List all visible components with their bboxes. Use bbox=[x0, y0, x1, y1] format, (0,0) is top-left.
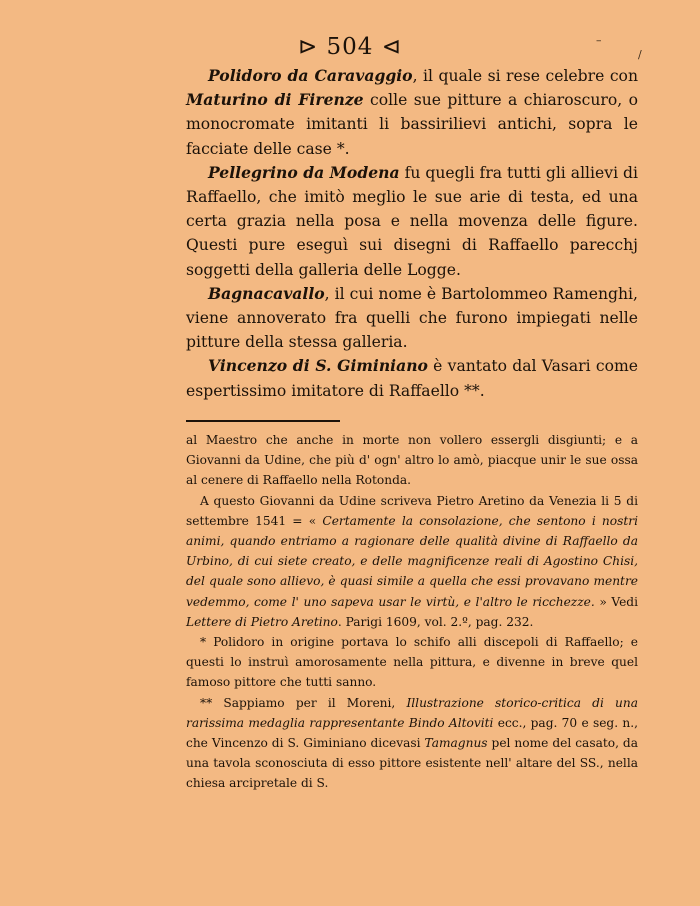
quotation: Certamente la consolazione, che sentono i nostri animi, quando entriamo a ragionare delle qualità divine di Raffaello da Urbino, di cui siete creato, e delle magnificenze reali di Agostino Chisi, del quale sono allievo, è quasi simile a quella che essi provavano mentre vedemmo, come l' uno sapeva usar le virtù, e l'altro le ricchezze. bbox=[186, 513, 638, 609]
paragraph-bagnacavallo bbox=[186, 282, 638, 355]
paragraph-text: è vantato dal Vasari come espertissimo imitatore di Raffaello **. bbox=[186, 357, 638, 400]
artist-name: Pellegrino da Modena bbox=[208, 162, 400, 182]
main-text bbox=[186, 64, 638, 403]
artist-name: Maturino di Firenze bbox=[186, 90, 364, 110]
footnote-vincenzo bbox=[186, 693, 638, 794]
paragraph-text: , il quale si rese celebre con bbox=[412, 67, 638, 85]
footnote-text: A questo Giovanni da Udine scriveva Pietro Aretino da Venezia li 5 di settembre 1541 = « bbox=[186, 493, 638, 528]
book-title: Lettere di Pietro Aretino bbox=[186, 614, 338, 629]
artist-name: Polidoro da Caravaggio bbox=[208, 66, 413, 85]
page-number: ⊳ 504 ⊲ bbox=[297, 34, 403, 60]
paragraph-vincenzo bbox=[186, 354, 638, 402]
footnote-text: pel nome del casato, da una tavola sconosciuta di esso pittore esistente nell' altare del SS., nella chiesa arcipretale di S. bbox=[186, 736, 638, 791]
footnotes bbox=[186, 430, 638, 794]
paragraph-text: , il cui nome è Bartolommeo Ramenghi, viene annoverato fra quelli che furono impiegati nelle pitture della stessa galleria. bbox=[186, 284, 638, 352]
paragraph-pellegrino bbox=[186, 161, 638, 282]
footnote-polidoro: * Polidoro in origine portava lo schifo alli discepoli di Raffaello; e questi lo instruì amorosamente nella pittura, e divenne in breve quel famoso pittore che tutti sanno. bbox=[186, 635, 638, 690]
book-title: Illustrazione storico-critica di una rarissima medaglia rappresentante Bindo Altoviti bbox=[186, 695, 638, 730]
artist-name: Bagnacavallo bbox=[208, 283, 325, 303]
paragraph-text: colle sue pitture a chiaroscuro, o monocromate imitanti li bassirilievi antichi, sopra le facciate delle case *. bbox=[186, 91, 639, 158]
ink-speck: / bbox=[638, 48, 642, 61]
footnote-text: ** Sappiamo per il Moreni, bbox=[200, 695, 407, 710]
paragraph-text: fu quegli fra tutti gli allievi di Raffaello, che imitò meglio le sue arie di testa, ed una certa grazia nella posa e nella movenza delle figure. Questi pure eseguì sui disegni di Raffaello parecchj soggetti della galleria delle Logge. bbox=[186, 163, 638, 279]
footnote-aretino bbox=[186, 491, 638, 632]
footnote-text: ecc., pag. 70 e seg. n., che Vincenzo di S. Giminiano dicevasi bbox=[186, 715, 638, 751]
artist-name: Vincenzo di S. Giminiano bbox=[208, 356, 428, 376]
surname: Tamagnus bbox=[424, 736, 488, 751]
paragraph-polidoro bbox=[186, 64, 638, 161]
footnote-continuation: al Maestro che anche in morte non vollero essergli disgiunti; e a Giovanni da Udine, che più d' ogn' altro lo amò, piacque unir le sue ossa al cenere di Raffaello nella Rotonda. bbox=[186, 433, 638, 488]
footnote-divider bbox=[186, 420, 340, 422]
footnote-text: » Vedi bbox=[594, 594, 638, 609]
footnote-text: . Parigi 1609, vol. 2.º, pag. 232. bbox=[337, 614, 534, 629]
ink-speck: – bbox=[596, 34, 602, 47]
